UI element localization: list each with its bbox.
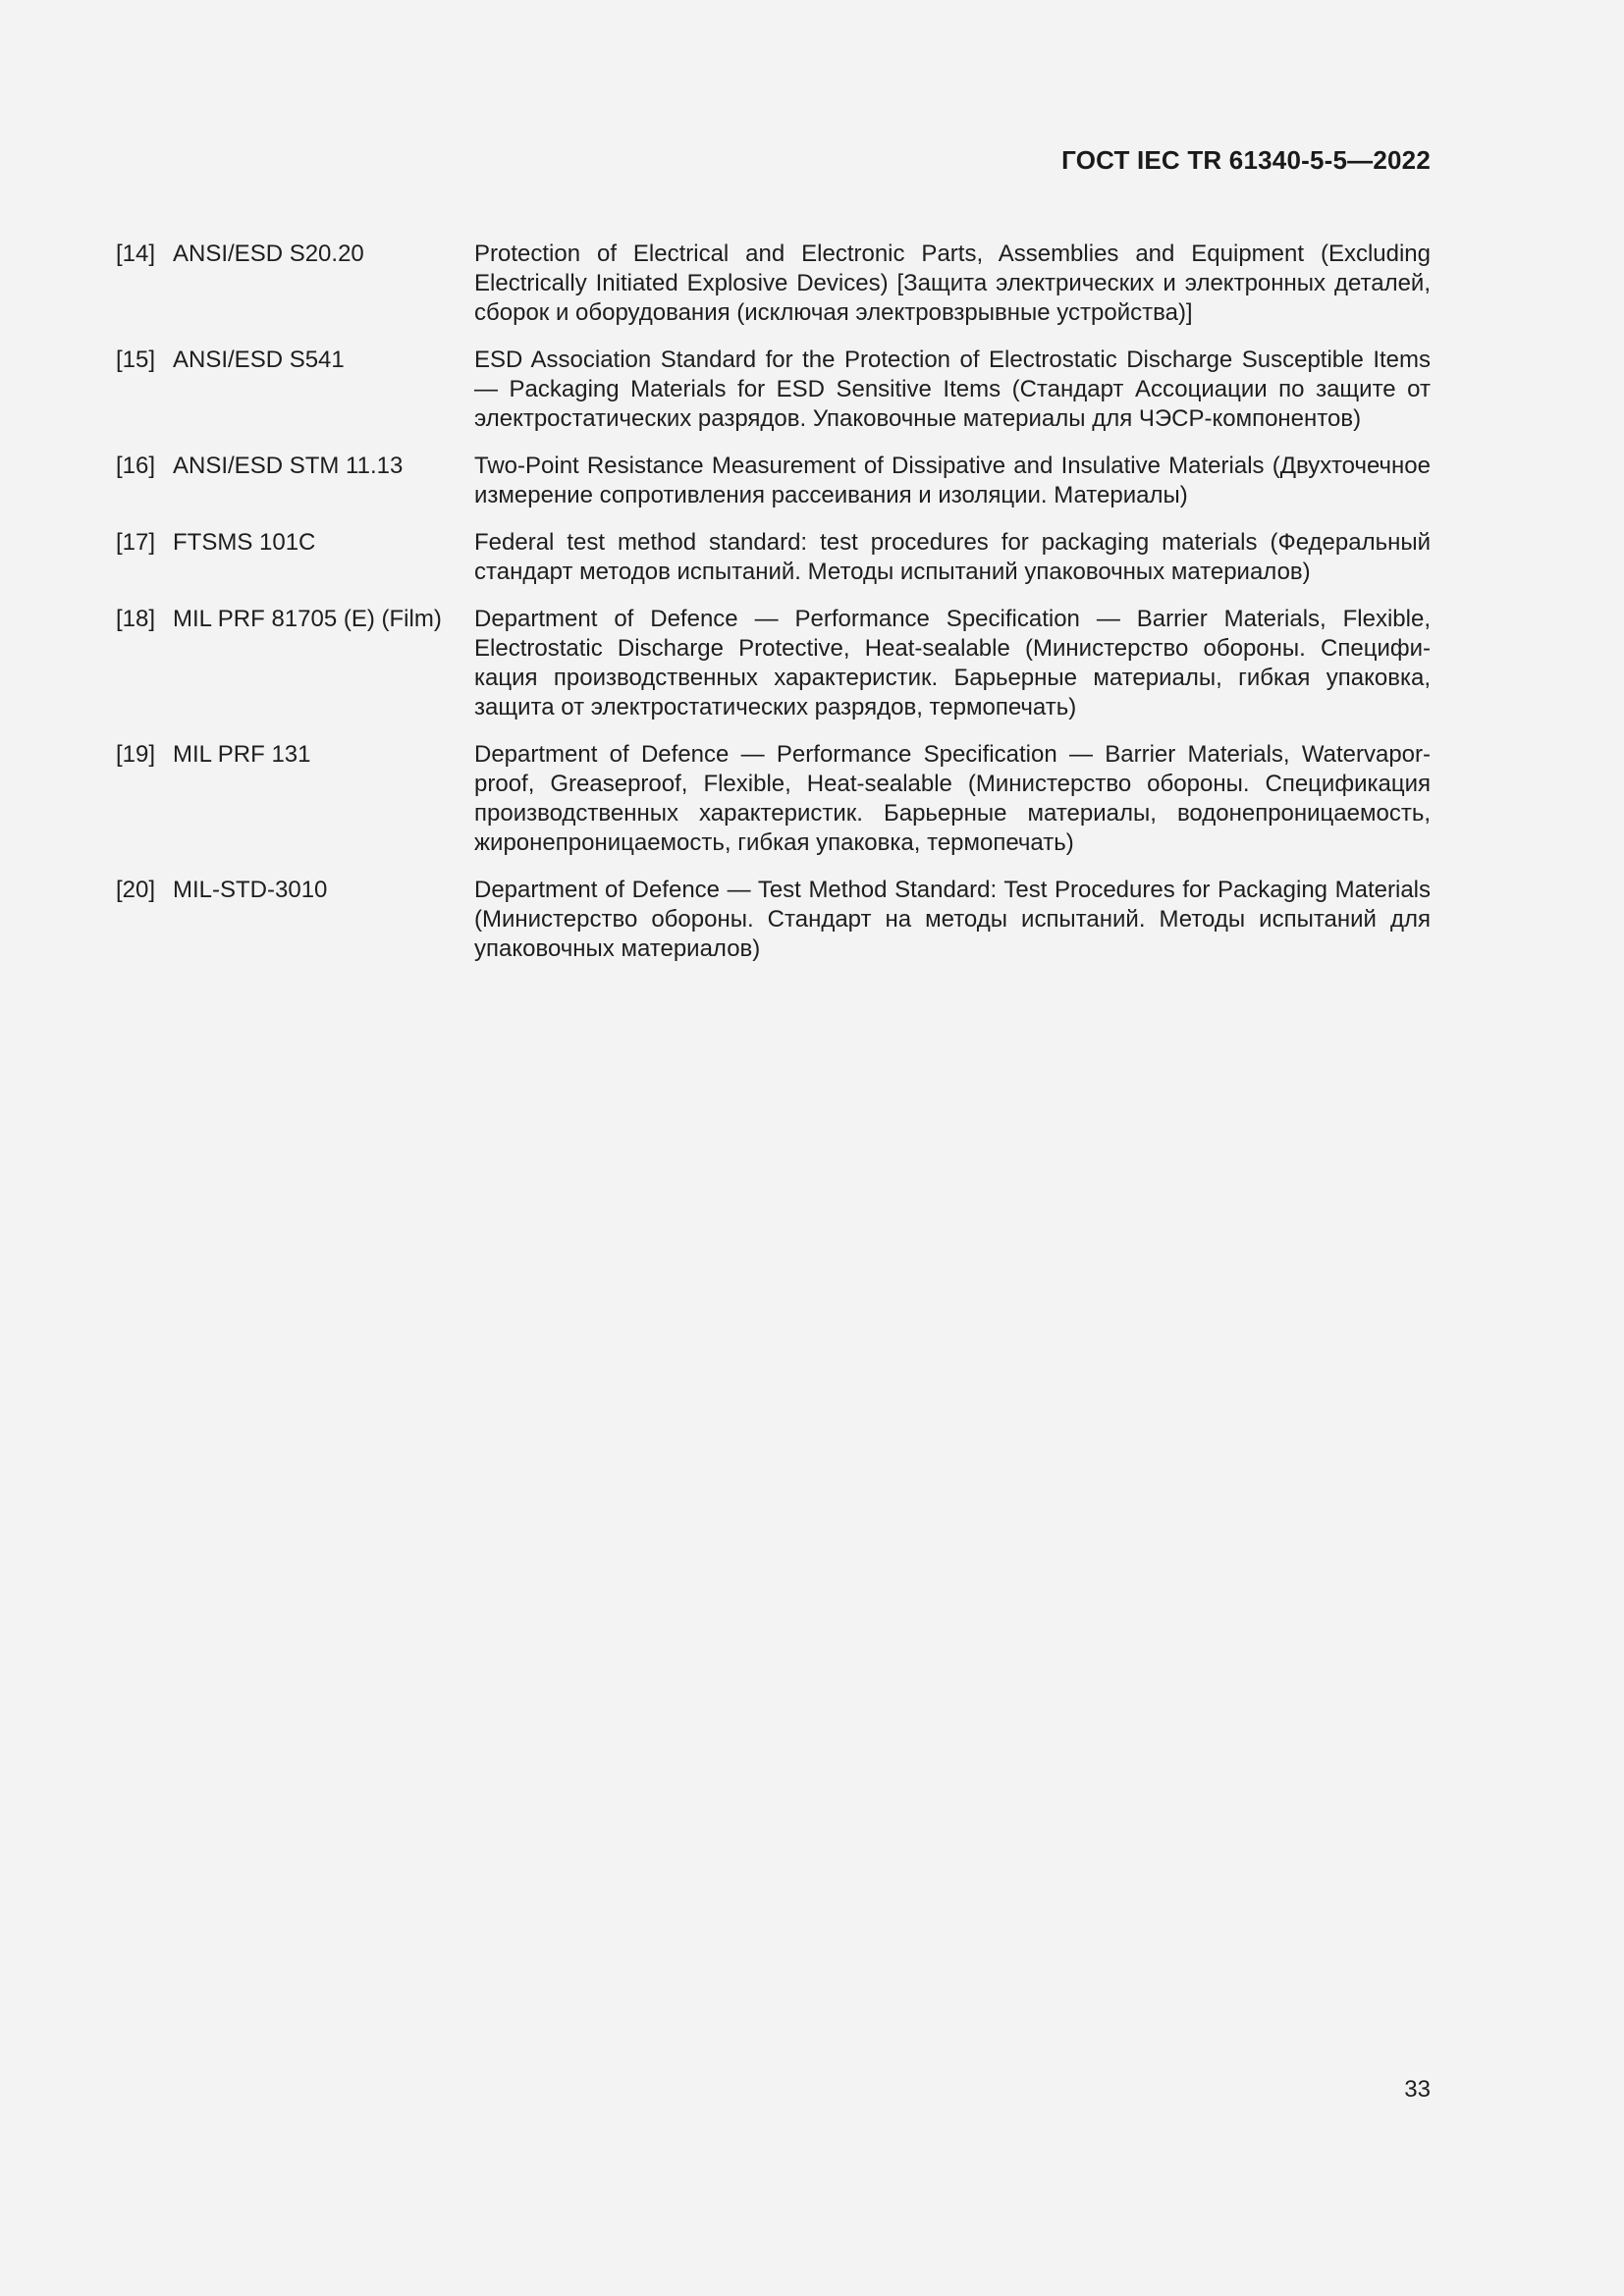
reference-item xyxy=(116,605,1431,722)
reference-description: Federal test method standard: test procedures for packaging materials (Федеральный стандарт методов испытаний. Методы испытаний упаковочных материалов) xyxy=(474,529,1431,585)
reference-code: ANSI/ESD STM 11.13 xyxy=(173,453,404,479)
reference-number: [15] xyxy=(116,347,156,373)
reference-code: ANSI/ESD S20.20 xyxy=(173,240,364,267)
reference-item xyxy=(116,740,1431,858)
reference-description: Department of Defence — Performance Specification — Barrier Materials, Watervaporproof, Greaseproof, Flexible, Heat-sealable (Министерство обороны. Спецификация производственных характеристик. Барьерные материалы, водонепроницаемость, жиронепроницаемость, гибкая упаковка, термопечать) xyxy=(474,741,1431,856)
reference-number: [19] xyxy=(116,741,156,768)
reference-item xyxy=(116,346,1431,434)
reference-number: [18] xyxy=(116,606,156,632)
reference-item xyxy=(116,240,1431,328)
reference-number: [17] xyxy=(116,529,156,556)
reference-list xyxy=(116,240,1431,982)
reference-code: MIL PRF 81705 (E) (Film) xyxy=(173,606,442,632)
reference-number: [16] xyxy=(116,453,156,479)
document-header: ГОСТ IEC TR 61340-5-5—2022 xyxy=(1061,145,1431,175)
reference-code: ANSI/ESD S541 xyxy=(173,347,345,373)
reference-number: [14] xyxy=(116,240,156,267)
reference-description: Department of Defence — Test Method Standard: Test Procedures for Packaging Materials (Министерство обороны. Стандарт на методы испытаний. Методы испытаний для упаковочных материалов) xyxy=(474,877,1431,962)
reference-code: FTSMS 101C xyxy=(173,529,316,556)
reference-item xyxy=(116,876,1431,964)
reference-description: Department of Defence — Performance Specification — Barrier Materials, Flexible, Electrostatic Discharge Protective, Heat-sealable (Министерство обороны. Спецификация производственных характеристик. Барьерные материалы, гибкая упаковка, защита от электростатических разрядов, термопечать) xyxy=(474,606,1431,721)
reference-description: Two-Point Resistance Measurement of Dissipative and Insulative Materials (Двухточечное измерение сопротивления рассеивания и изоляции. Материалы) xyxy=(474,453,1431,508)
reference-item xyxy=(116,528,1431,587)
reference-description: Protection of Electrical and Electronic Parts, Assemblies and Equipment (Excluding Electrically Initiated Explosive Devices) [Защита электрических и электронных деталей, сборок и оборудования (исключая электровзрывные устройства)] xyxy=(474,240,1431,326)
reference-item xyxy=(116,452,1431,510)
page-number: 33 xyxy=(1404,2076,1431,2103)
reference-code: MIL PRF 131 xyxy=(173,741,311,768)
reference-description: ESD Association Standard for the Protection of Electrostatic Discharge Susceptible Items — Packaging Materials for ESD Sensitive Items (Стандарт Ассоциации по защите от электростатических разрядов. Упаковочные материалы для ЧЭСР-компонентов) xyxy=(474,347,1431,432)
reference-number: [20] xyxy=(116,877,156,903)
reference-code: MIL-STD-3010 xyxy=(173,877,328,903)
